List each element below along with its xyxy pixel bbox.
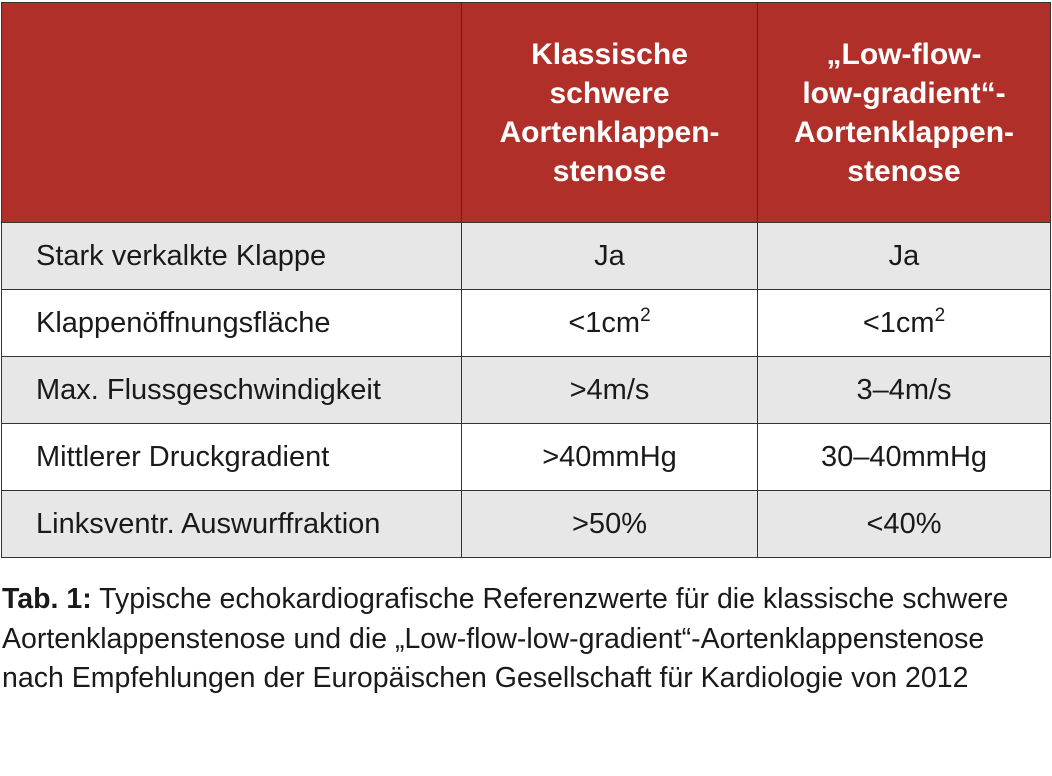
- row-label: Stark verkalkte Klappe: [2, 223, 462, 290]
- classic-value: >4m/s: [462, 357, 758, 424]
- table-header-row: [2, 3, 1051, 223]
- lowflow-value: Ja: [758, 223, 1051, 290]
- table-row: [2, 357, 1051, 424]
- classic-value: >40mmHg: [462, 424, 758, 491]
- caption-text: Typische echokardiografische Referenzwerte für die klassische schwere Aortenklappenstenose und die „Low-flow-low-gradient“-Aortenklappenstenose nach Empfehlungen der Europäischen Gesellschaft für Kardiologie von 2012: [2, 583, 1009, 694]
- lowflow-value: [758, 290, 1051, 357]
- row-label: Linksventr. Auswurffraktion: [2, 491, 462, 558]
- value-text: <1cm: [568, 306, 641, 339]
- header-lowflow-label: „Low-flow- low-gradient“- Aortenklappen- stenose: [793, 37, 1015, 188]
- lowflow-value: <40%: [758, 491, 1051, 558]
- classic-value: [462, 290, 758, 357]
- classic-value: Ja: [462, 223, 758, 290]
- lowflow-value: 3–4m/s: [758, 357, 1051, 424]
- reference-values-table: [1, 2, 1051, 558]
- row-label: Mittlerer Druckgradient: [2, 424, 462, 491]
- classic-value: >50%: [462, 491, 758, 558]
- table-header: [2, 3, 1051, 223]
- header-lowflow-stenosis: [758, 3, 1051, 223]
- table-row: [2, 491, 1051, 558]
- caption-label: Tab. 1:: [2, 583, 92, 615]
- header-classic-label: Klassische schwere Aortenklappen- stenose: [499, 37, 720, 188]
- superscript: 2: [934, 304, 946, 326]
- table-body: [2, 223, 1051, 558]
- table-row: [2, 424, 1051, 491]
- table-caption: [2, 580, 1048, 699]
- superscript: 2: [640, 304, 651, 326]
- value-text: <1cm: [862, 306, 935, 339]
- table-row: [2, 223, 1051, 290]
- header-classic-stenosis: [462, 3, 758, 223]
- table-row: [2, 290, 1051, 357]
- lowflow-value: 30–40mmHg: [758, 424, 1051, 491]
- header-empty-cell: [2, 3, 462, 223]
- row-label: Max. Flussgeschwindigkeit: [2, 357, 462, 424]
- row-label: Klappenöffnungsfläche: [2, 290, 462, 357]
